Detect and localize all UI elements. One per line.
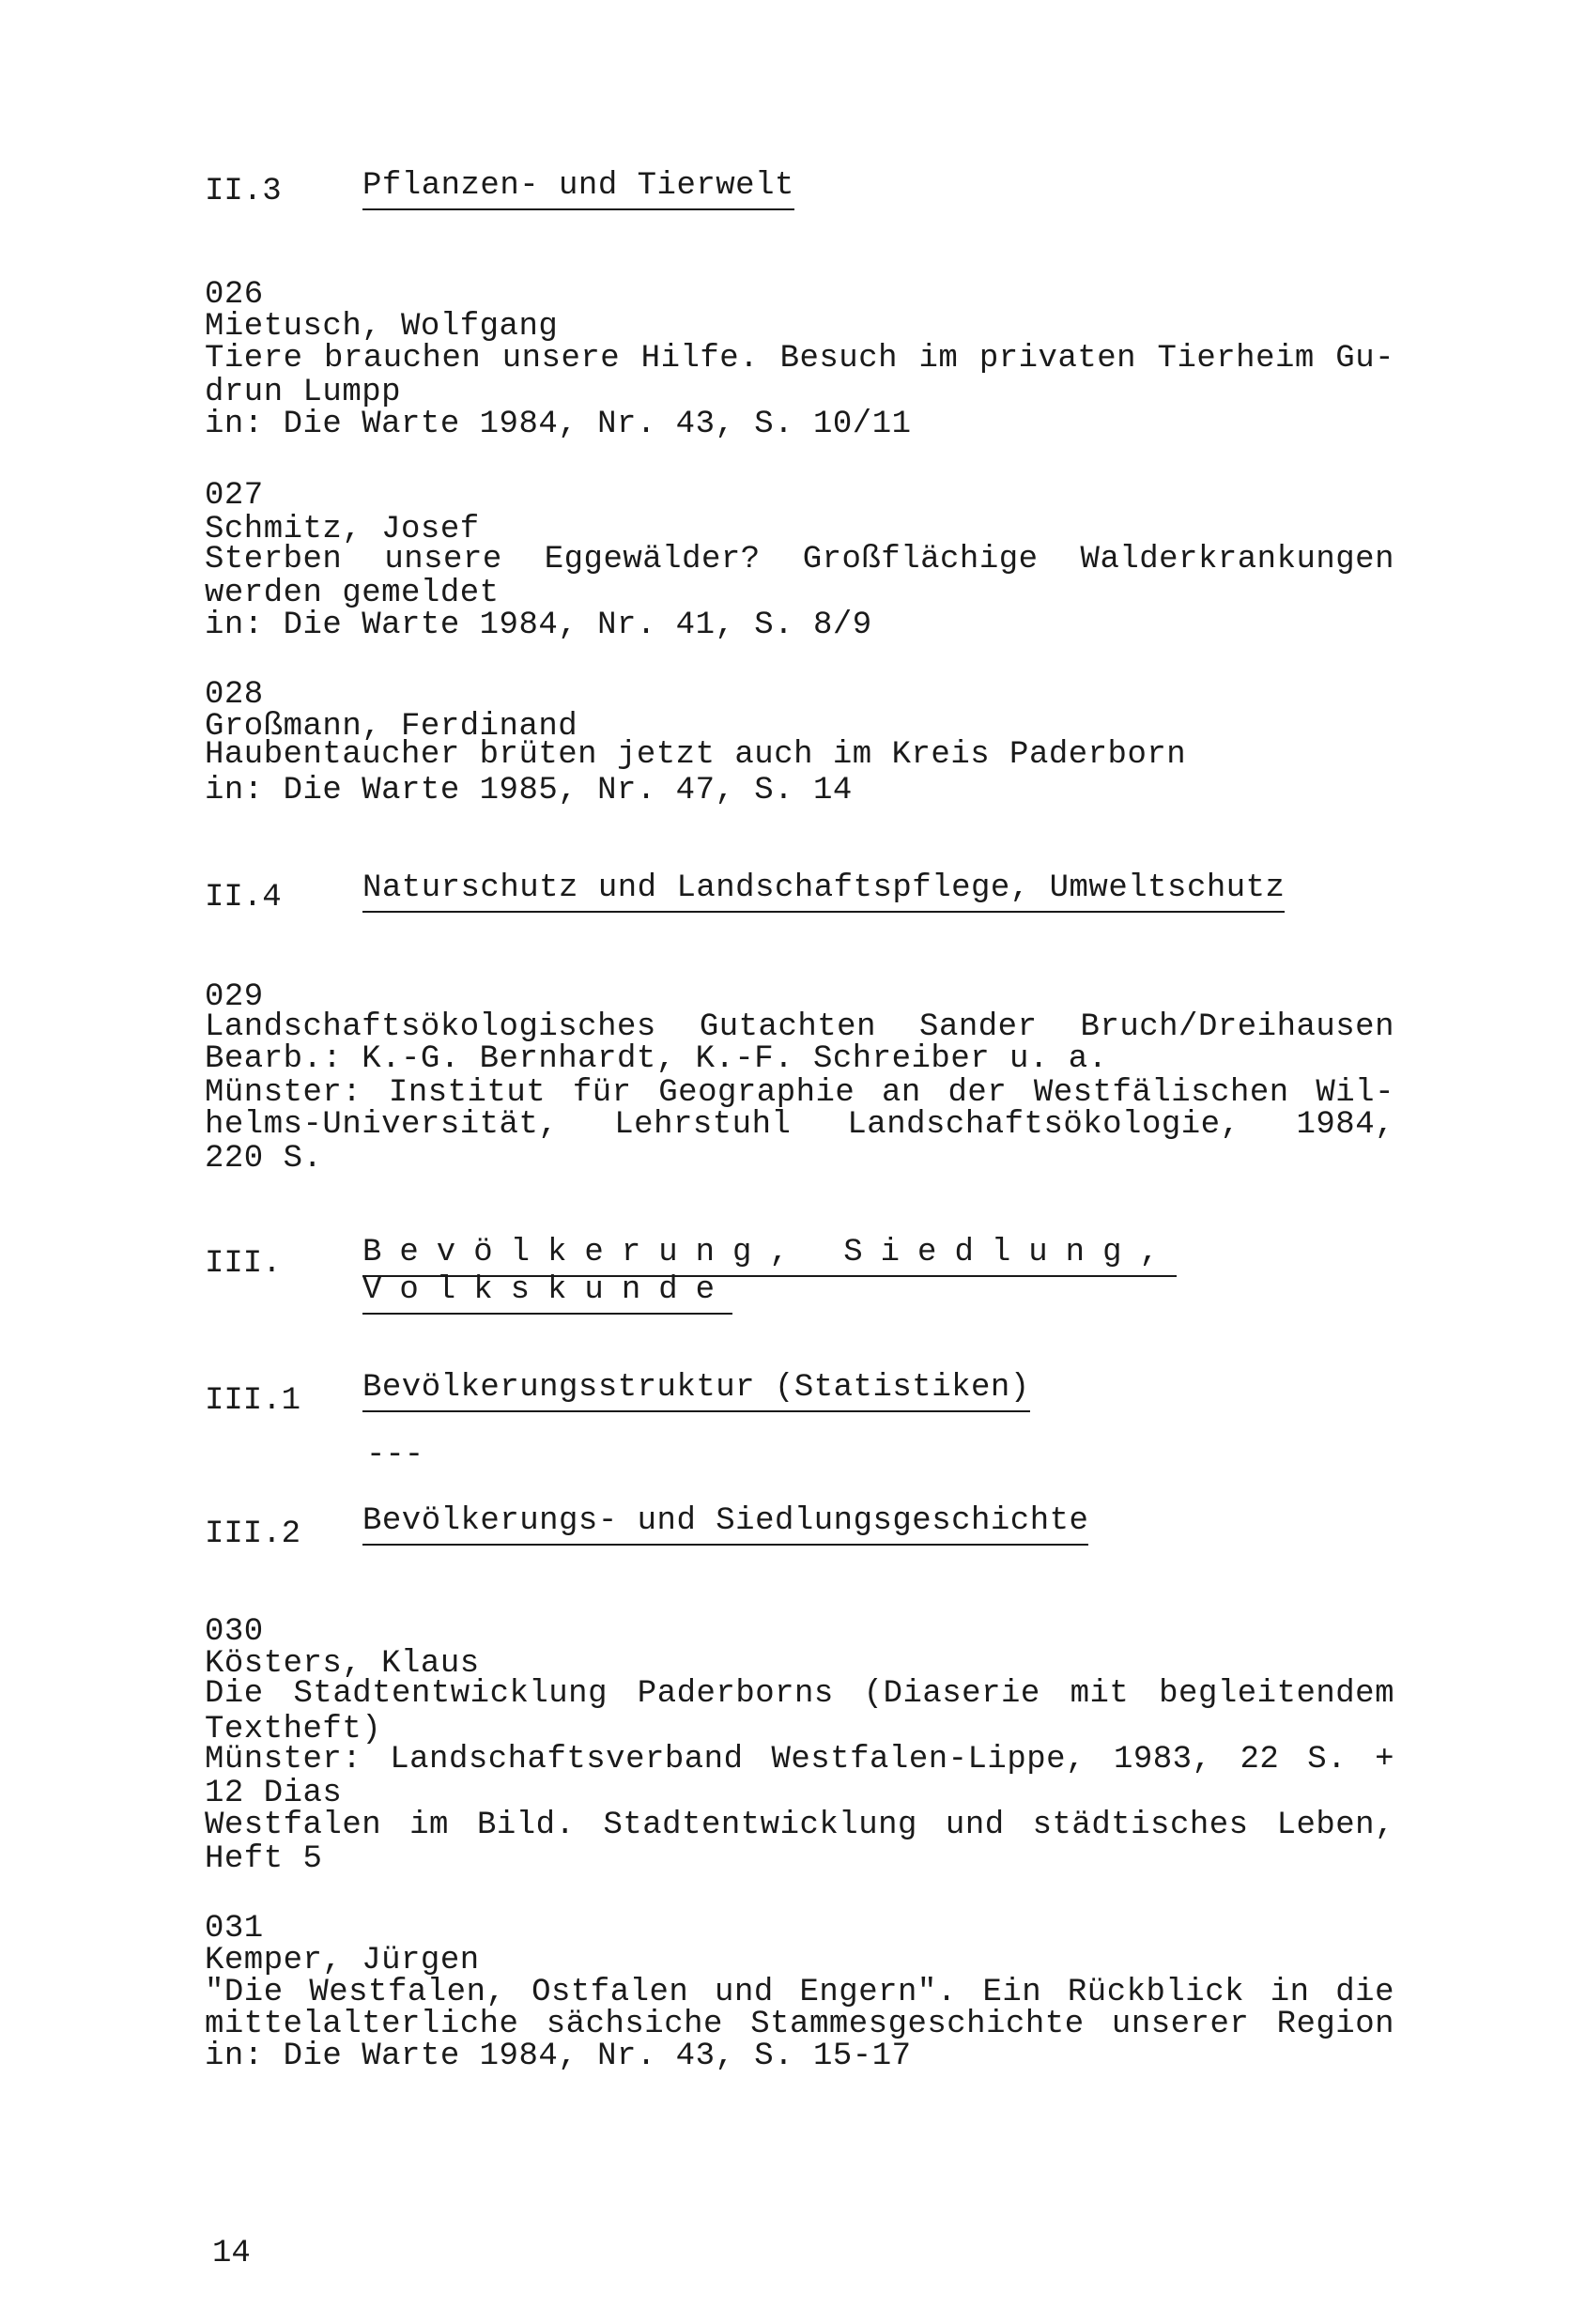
entry-publisher: 12 Dias (205, 1776, 343, 1811)
entry-title: werden gemeldet (205, 576, 500, 611)
section-title-continued: Volkskunde (362, 1273, 732, 1315)
entry-publisher: Münster: Institut für Geographie an der Westfälischen Wil- (205, 1075, 1394, 1111)
entry-title: "Die Westfalen, Ostfalen und Engern". Ein Rückblick in die (205, 1975, 1394, 2010)
entry-number: 029 (205, 979, 264, 1015)
page-number: 14 (212, 2236, 251, 2271)
entry-author: Schmitz, Josef (205, 512, 480, 547)
entry-editor: Bearb.: K.-G. Bernhardt, K.-F. Schreiber u. a. (205, 1041, 1108, 1077)
entry-publisher: 220 S. (205, 1141, 323, 1177)
section-number: III. (205, 1246, 282, 1282)
section-number: III.1 (205, 1383, 301, 1419)
entry-source: in: Die Warte 1984, Nr. 43, S. 15-17 (205, 2039, 912, 2074)
entry-series: Heft 5 (205, 1841, 323, 1877)
empty-section-dashes: --- (366, 1438, 424, 1473)
section-number: II.4 (205, 880, 282, 916)
section-title: Pflanzen- und Tierwelt (362, 169, 794, 210)
entry-number: 028 (205, 677, 264, 713)
entry-title: Textheft) (205, 1712, 382, 1747)
entry-title: Tiere brauchen unsere Hilfe. Besuch im privaten Tierheim Gu- (205, 341, 1394, 377)
entry-source: in: Die Warte 1984, Nr. 41, S. 8/9 (205, 608, 872, 643)
section-number: III.2 (205, 1516, 301, 1552)
entry-number: 031 (205, 1911, 264, 1947)
entry-source: in: Die Warte 1984, Nr. 43, S. 10/11 (205, 407, 912, 442)
entry-author: Mietusch, Wolfgang (205, 309, 559, 345)
entry-author: Kösters, Klaus (205, 1646, 480, 1682)
entry-author: Kemper, Jürgen (205, 1943, 480, 1978)
entry-title: Landschaftsökologisches Gutachten Sander Bruch/Dreihausen (205, 1009, 1394, 1045)
entry-author: Großmann, Ferdinand (205, 709, 578, 745)
entry-number: 027 (205, 478, 264, 514)
entry-publisher: Münster: Landschaftsverband Westfalen-Lippe, 1983, 22 S. + (205, 1742, 1394, 1778)
entry-series: Westfalen im Bild. Stadtentwicklung und städtisches Leben, (205, 1808, 1394, 1843)
section-title: Bevölkerung, Siedlung, (362, 1236, 1177, 1277)
entry-title: Die Stadtentwicklung Paderborns (Diaserie mit begleitendem (205, 1676, 1394, 1712)
entry-title: mittelalterliche sächsiche Stammesgeschichte unserer Region (205, 2007, 1394, 2042)
section-title: Bevölkerungsstruktur (Statistiken) (362, 1371, 1030, 1412)
entry-source: in: Die Warte 1985, Nr. 47, S. 14 (205, 773, 853, 808)
entry-number: 026 (205, 277, 264, 313)
entry-title: drun Lumpp (205, 375, 402, 410)
entry-title: Haubentaucher brüten jetzt auch im Kreis Paderborn (205, 737, 1187, 773)
entry-number: 030 (205, 1614, 264, 1650)
section-title: Naturschutz und Landschaftspflege, Umweltschutz (362, 871, 1285, 913)
entry-publisher: helms-Universität, Lehrstuhl Landschaftsökologie, 1984, (205, 1107, 1394, 1143)
section-number: II.3 (205, 174, 282, 209)
section-title: Bevölkerungs- und Siedlungsgeschichte (362, 1504, 1088, 1546)
entry-title: Sterben unsere Eggewälder? Großflächige Walderkrankungen (205, 542, 1394, 577)
